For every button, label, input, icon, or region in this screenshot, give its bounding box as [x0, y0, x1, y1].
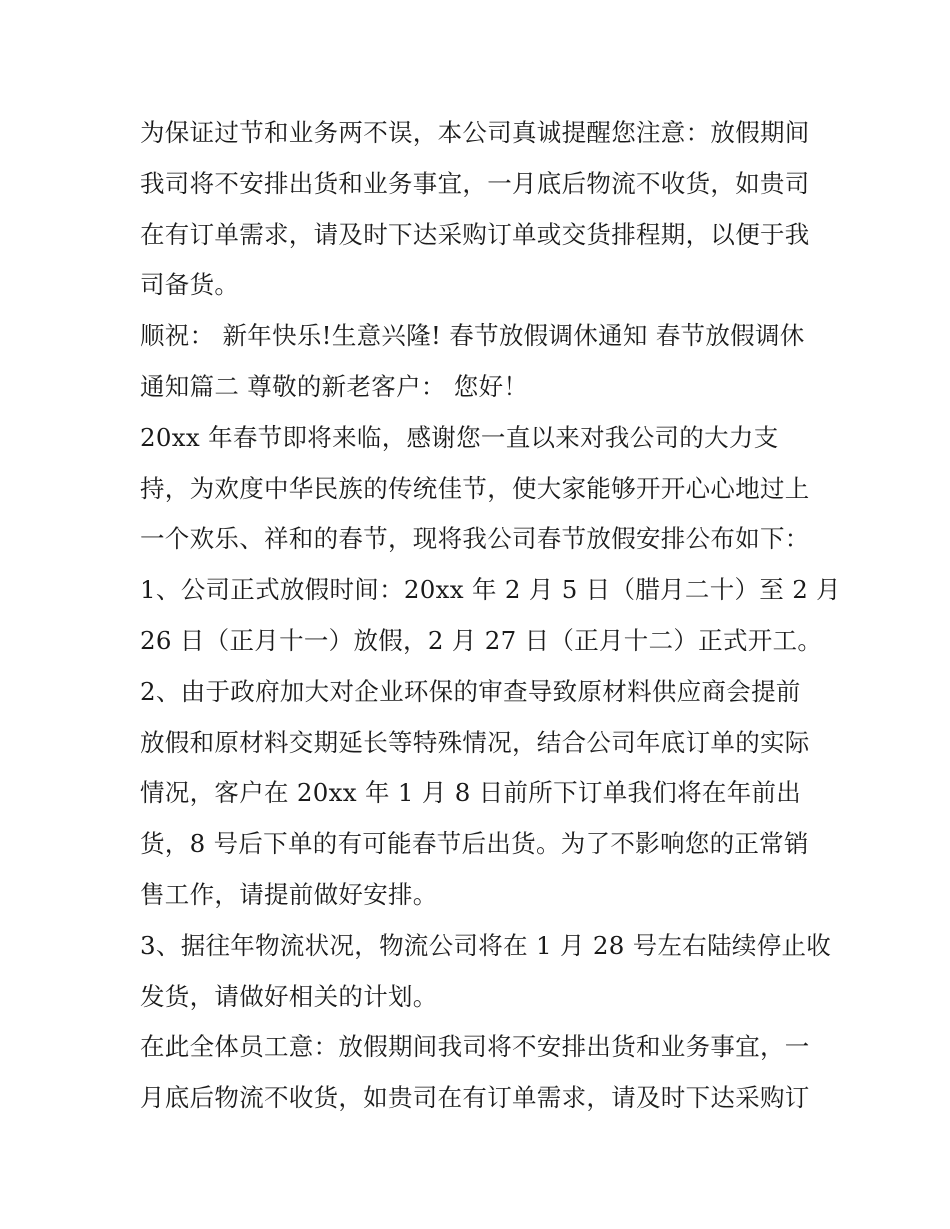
- text-line: 在此全体员工意：放假期间我司将不安排出货和业务事宜，一: [140, 1032, 810, 1062]
- text-line: 情况，客户在 20xx 年 1 月 8 日前所下订单我们将在年前出: [140, 778, 802, 808]
- text-line: 持，为欢度中华民族的传统佳节，使大家能够开开心心地过上: [140, 473, 810, 503]
- text-line: 为保证过节和业务两不误，本公司真诚提醒您注意：放假期间: [140, 118, 810, 147]
- text-line: 在有订单需求，请及时下达采购订单或交货排程期，以便于我: [140, 219, 810, 249]
- text-line: 货，8 号后下单的有可能春节后出货。为了不影响您的正常销: [140, 829, 809, 859]
- text-line: 2、由于政府加大对企业环保的审查导致原材料供应商会提前: [140, 676, 801, 706]
- text-line: 3、据往年物流状况，物流公司将在 1 月 28 号左右陆续停止收: [140, 930, 832, 960]
- text-line: 我司将不安排出货和业务事宜，一月底后物流不收货，如贵司: [140, 168, 810, 198]
- text-line: 20xx 年春节即将来临，感谢您一直以来对我公司的大力支: [140, 422, 779, 452]
- text-line: 发货，请做好相关的计划。: [140, 981, 438, 1011]
- text-line: 顺祝： 新年快乐!生意兴隆! 春节放假调休通知 春节放假调休: [140, 321, 805, 351]
- text-line: 售工作，请提前做好安排。: [140, 879, 438, 909]
- text-line: 放假和原材料交期延长等特殊情况，结合公司年底订单的实际: [140, 727, 810, 757]
- text-line: 司备货。: [140, 270, 240, 300]
- document-body: [140, 108, 841, 1124]
- text-line: 月底后物流不收货，如贵司在有订单需求，请及时下达采购订: [140, 1083, 810, 1113]
- text-line: 通知篇二 尊敬的新老客户： 您好！: [140, 371, 529, 401]
- text-line: 1、公司正式放假时间：20xx 年 2 月 5 日（腊月二十）至 2 月: [140, 575, 841, 605]
- text-line: 26 日（正月十一）放假，2 月 27 日（正月十二）正式开工。: [140, 625, 823, 655]
- text-line: 一个欢乐、祥和的春节，现将我公司春节放假安排公布如下：: [140, 524, 810, 554]
